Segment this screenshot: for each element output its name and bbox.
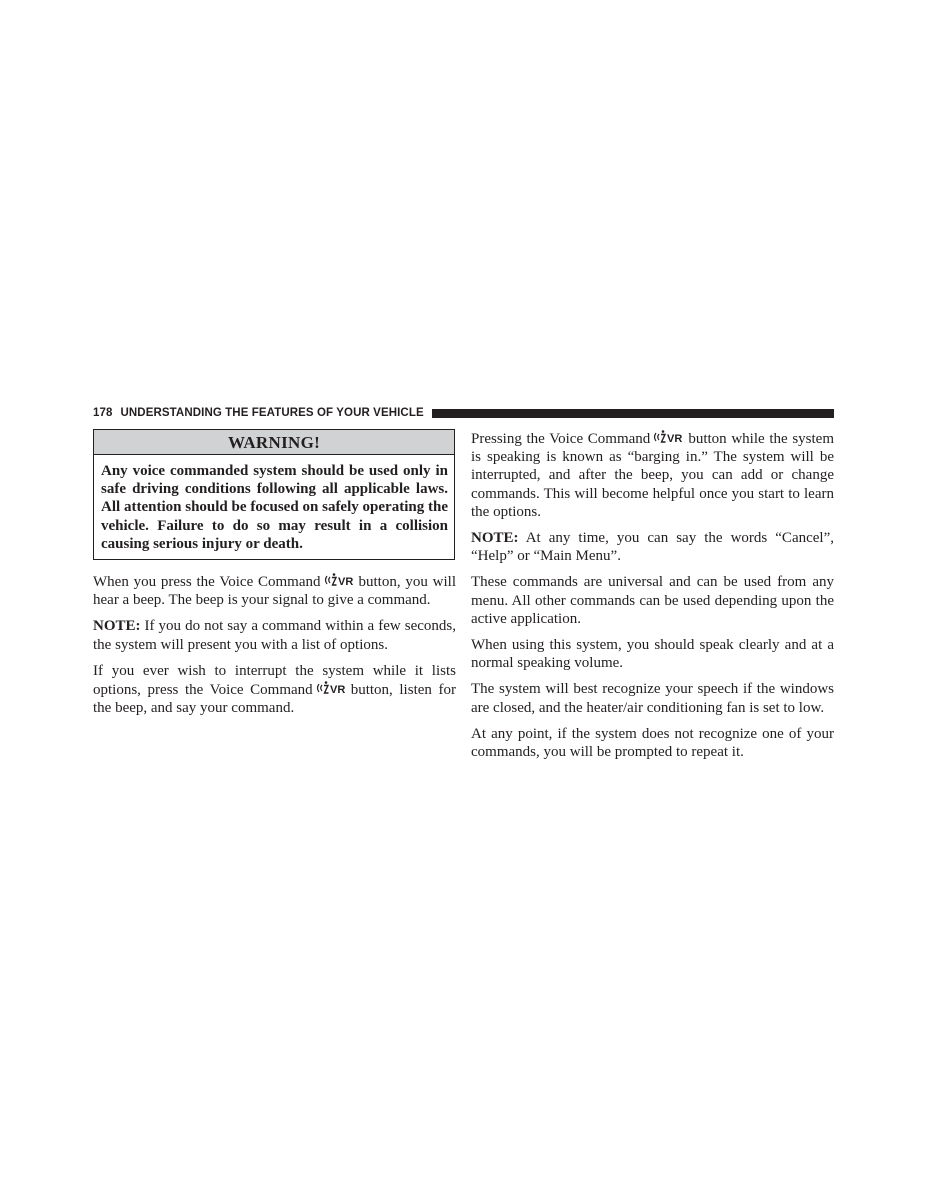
svg-text:VR: VR [337, 576, 353, 589]
paragraph-text: If you ever wish to interrupt the system while it lists options, press the Voice Command [93, 662, 456, 699]
header-rule [432, 409, 834, 418]
paragraph-windows-closed: The system will best recognize your speech if the windows are closed, and the heater/air conditioning fan is set to low. [471, 681, 834, 716]
paragraph-barging-in [471, 429, 834, 521]
paragraph-universal-commands: These commands are universal and can be used from any menu. All other commands can be used depending upon the active application. [471, 574, 834, 627]
note-label: NOTE: [471, 530, 519, 547]
voice-command-icon [653, 429, 687, 445]
paragraph-repeat-command: At any point, if the system does not recognize one of your commands, you will be prompted to repeat it. [471, 725, 834, 761]
paragraph-text: button, listen for the beep, and say your command. [93, 682, 457, 717]
warning-heading: WARNING! [94, 430, 454, 455]
note-label: NOTE: [93, 618, 141, 635]
note-text: If you do not say a command within a few seconds, the system will present you with a list of options. [93, 618, 456, 653]
paragraph-press-voice-command [93, 572, 456, 609]
note-paragraph [93, 617, 456, 653]
page-header [93, 405, 834, 421]
svg-text:VR: VR [667, 433, 683, 445]
paragraph-text: Pressing the Voice Command [471, 431, 651, 447]
note-text: At any time, you can say the words “Cancel”, “Help” or “Main Menu”. [471, 530, 834, 565]
paragraph-text: button while the system is speaking is known as “barging in.” The system will be interrupted, and after the beep, you can add or change commands. This will become helpful once you start to learn the options. [471, 431, 834, 520]
voice-command-icon [316, 680, 350, 696]
right-column [471, 429, 834, 769]
paragraph-interrupt [93, 662, 456, 718]
voice-command-icon [324, 572, 358, 588]
warning-box [93, 429, 455, 560]
page-number: 178 [93, 407, 113, 419]
left-column [93, 429, 456, 725]
paragraph-text: button, you will hear a beep. The beep is your signal to give a command. [93, 574, 457, 609]
section-title: UNDERSTANDING THE FEATURES OF YOUR VEHICLE [120, 407, 424, 419]
warning-body: Any voice commanded system should be used only in safe driving conditions following all applicable laws. All attention should be focused on safely operating the vehicle. Failure to do so may result in a collision causing serious injury or death. [101, 463, 448, 552]
note-paragraph [471, 529, 834, 565]
paragraph-speak-clearly: When using this system, you should speak clearly and at a normal speaking volume. [471, 637, 834, 672]
svg-text:VR: VR [329, 684, 345, 697]
paragraph-text: When you press the Voice Command [93, 574, 321, 591]
